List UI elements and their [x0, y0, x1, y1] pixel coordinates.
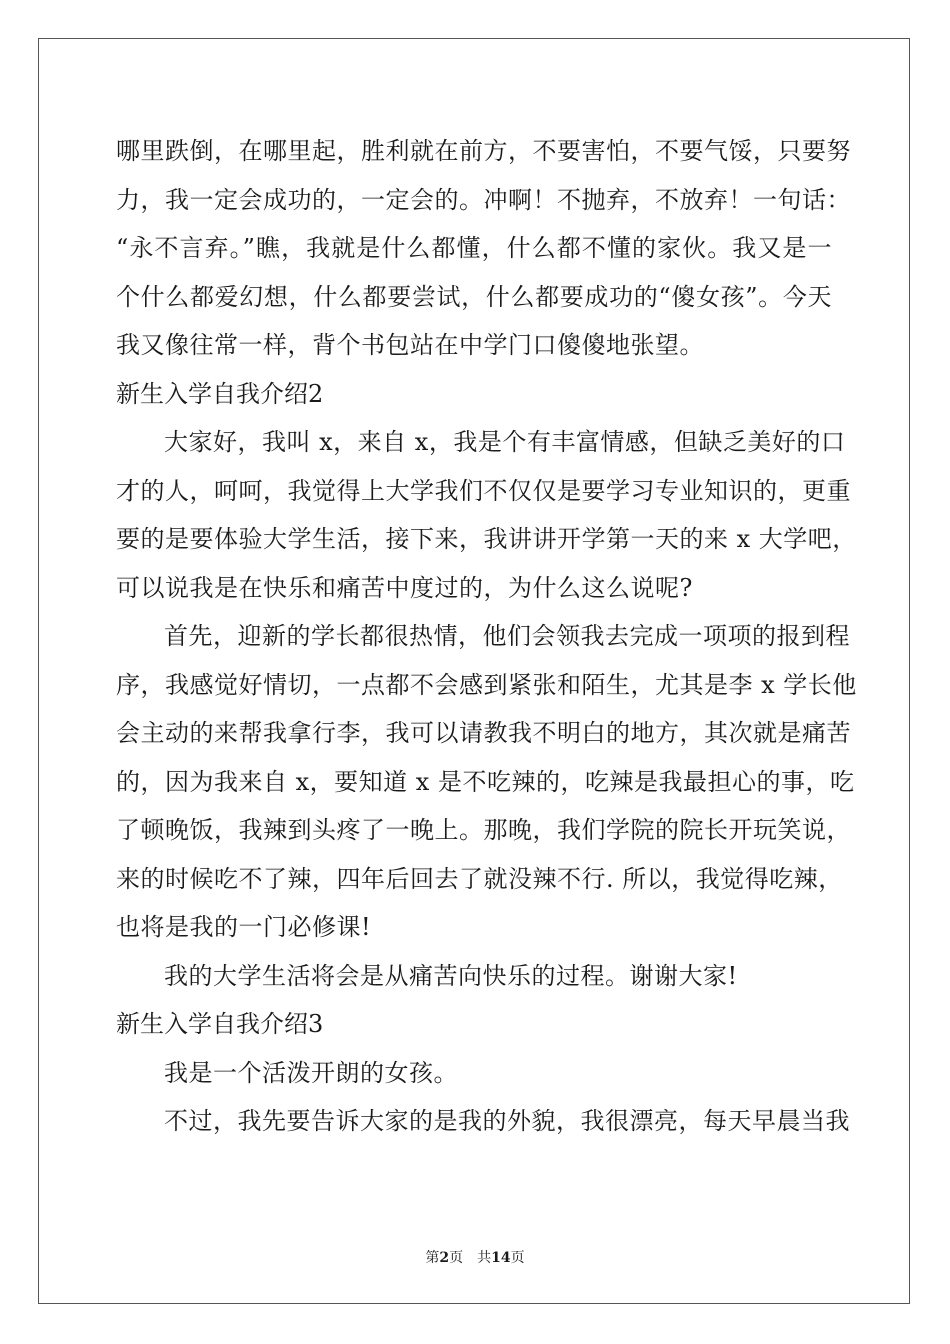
text-line: 的，因为我来自 x，要知道 x 是不吃辣的，吃辣是我最担心的事，吃 [116, 767, 855, 796]
total-suffix: 页 [510, 1250, 525, 1266]
text-line: 我的大学生活将会是从痛苦向快乐的过程。谢谢大家! [164, 961, 738, 990]
text-line: 序，我感觉好情切，一点都不会感到紧张和陌生，尤其是李 x 学长他 [116, 670, 857, 699]
text-line: 才的人，呵呵，我觉得上大学我们不仅仅是要学习专业知识的，更重 [116, 476, 851, 505]
text-line: 哪里跌倒，在哪里起，胜利就在前方，不要害怕，不要气馁，只要努 [116, 137, 851, 165]
page-suffix: 页 [449, 1250, 464, 1266]
text-line: 了顿晚饭，我辣到头疼了一晚上。那晚，我们学院的院长开玩笑说， [116, 816, 851, 844]
text-line: 力，我一定会成功的，一定会的。冲啊！不抛弃，不放弃！一句话： [116, 185, 851, 214]
text-line: 可以说我是在快乐和痛苦中度过的，为什么这么说呢? [116, 573, 693, 602]
text-line: 要的是要体验大学生活，接下来，我讲讲开学第一天的来 x 大学吧， [116, 525, 857, 553]
total-pages: 14 [491, 1250, 511, 1266]
page-number: 2 [439, 1250, 450, 1266]
page-prefix: 第 [425, 1250, 440, 1266]
section-heading-2: 新生入学自我介绍2 [116, 379, 324, 408]
page-footer [0, 1247, 950, 1267]
text-line: “永不言弃。”瞧，我就是什么都懂，什么都不懂的家伙。我又是一 [116, 234, 832, 262]
text-line: 首先，迎新的学长都很热情，他们会领我去完成一项项的报到程 [164, 622, 850, 650]
text-line: 我是一个活泼开朗的女孩。 [164, 1058, 458, 1087]
text-line: 来的时候吃不了辣，四年后回去了就没辣不行. 所以，我觉得吃辣， [116, 864, 843, 893]
text-line: 个什么都爱幻想，什么都要尝试，什么都要成功的“傻女孩”。今天 [116, 282, 832, 311]
text-line: 也将是我的一门必修课! [116, 913, 372, 941]
total-prefix: 共 [477, 1250, 492, 1266]
document-body [116, 127, 857, 1146]
text-line: 大家好，我叫 x，来自 x，我是个有丰富情感，但缺乏美好的口 [164, 428, 846, 456]
text-line: 不过，我先要告诉大家的是我的外貌，我很漂亮，每天早晨当我 [164, 1107, 850, 1135]
text-line: 我又像往常一样，背个书包站在中学门口傻傻地张望。 [116, 331, 704, 359]
section-heading-3: 新生入学自我介绍3 [116, 1010, 324, 1038]
text-line: 会主动的来帮我拿行李，我可以请教我不明白的地方，其次就是痛苦 [116, 719, 851, 747]
